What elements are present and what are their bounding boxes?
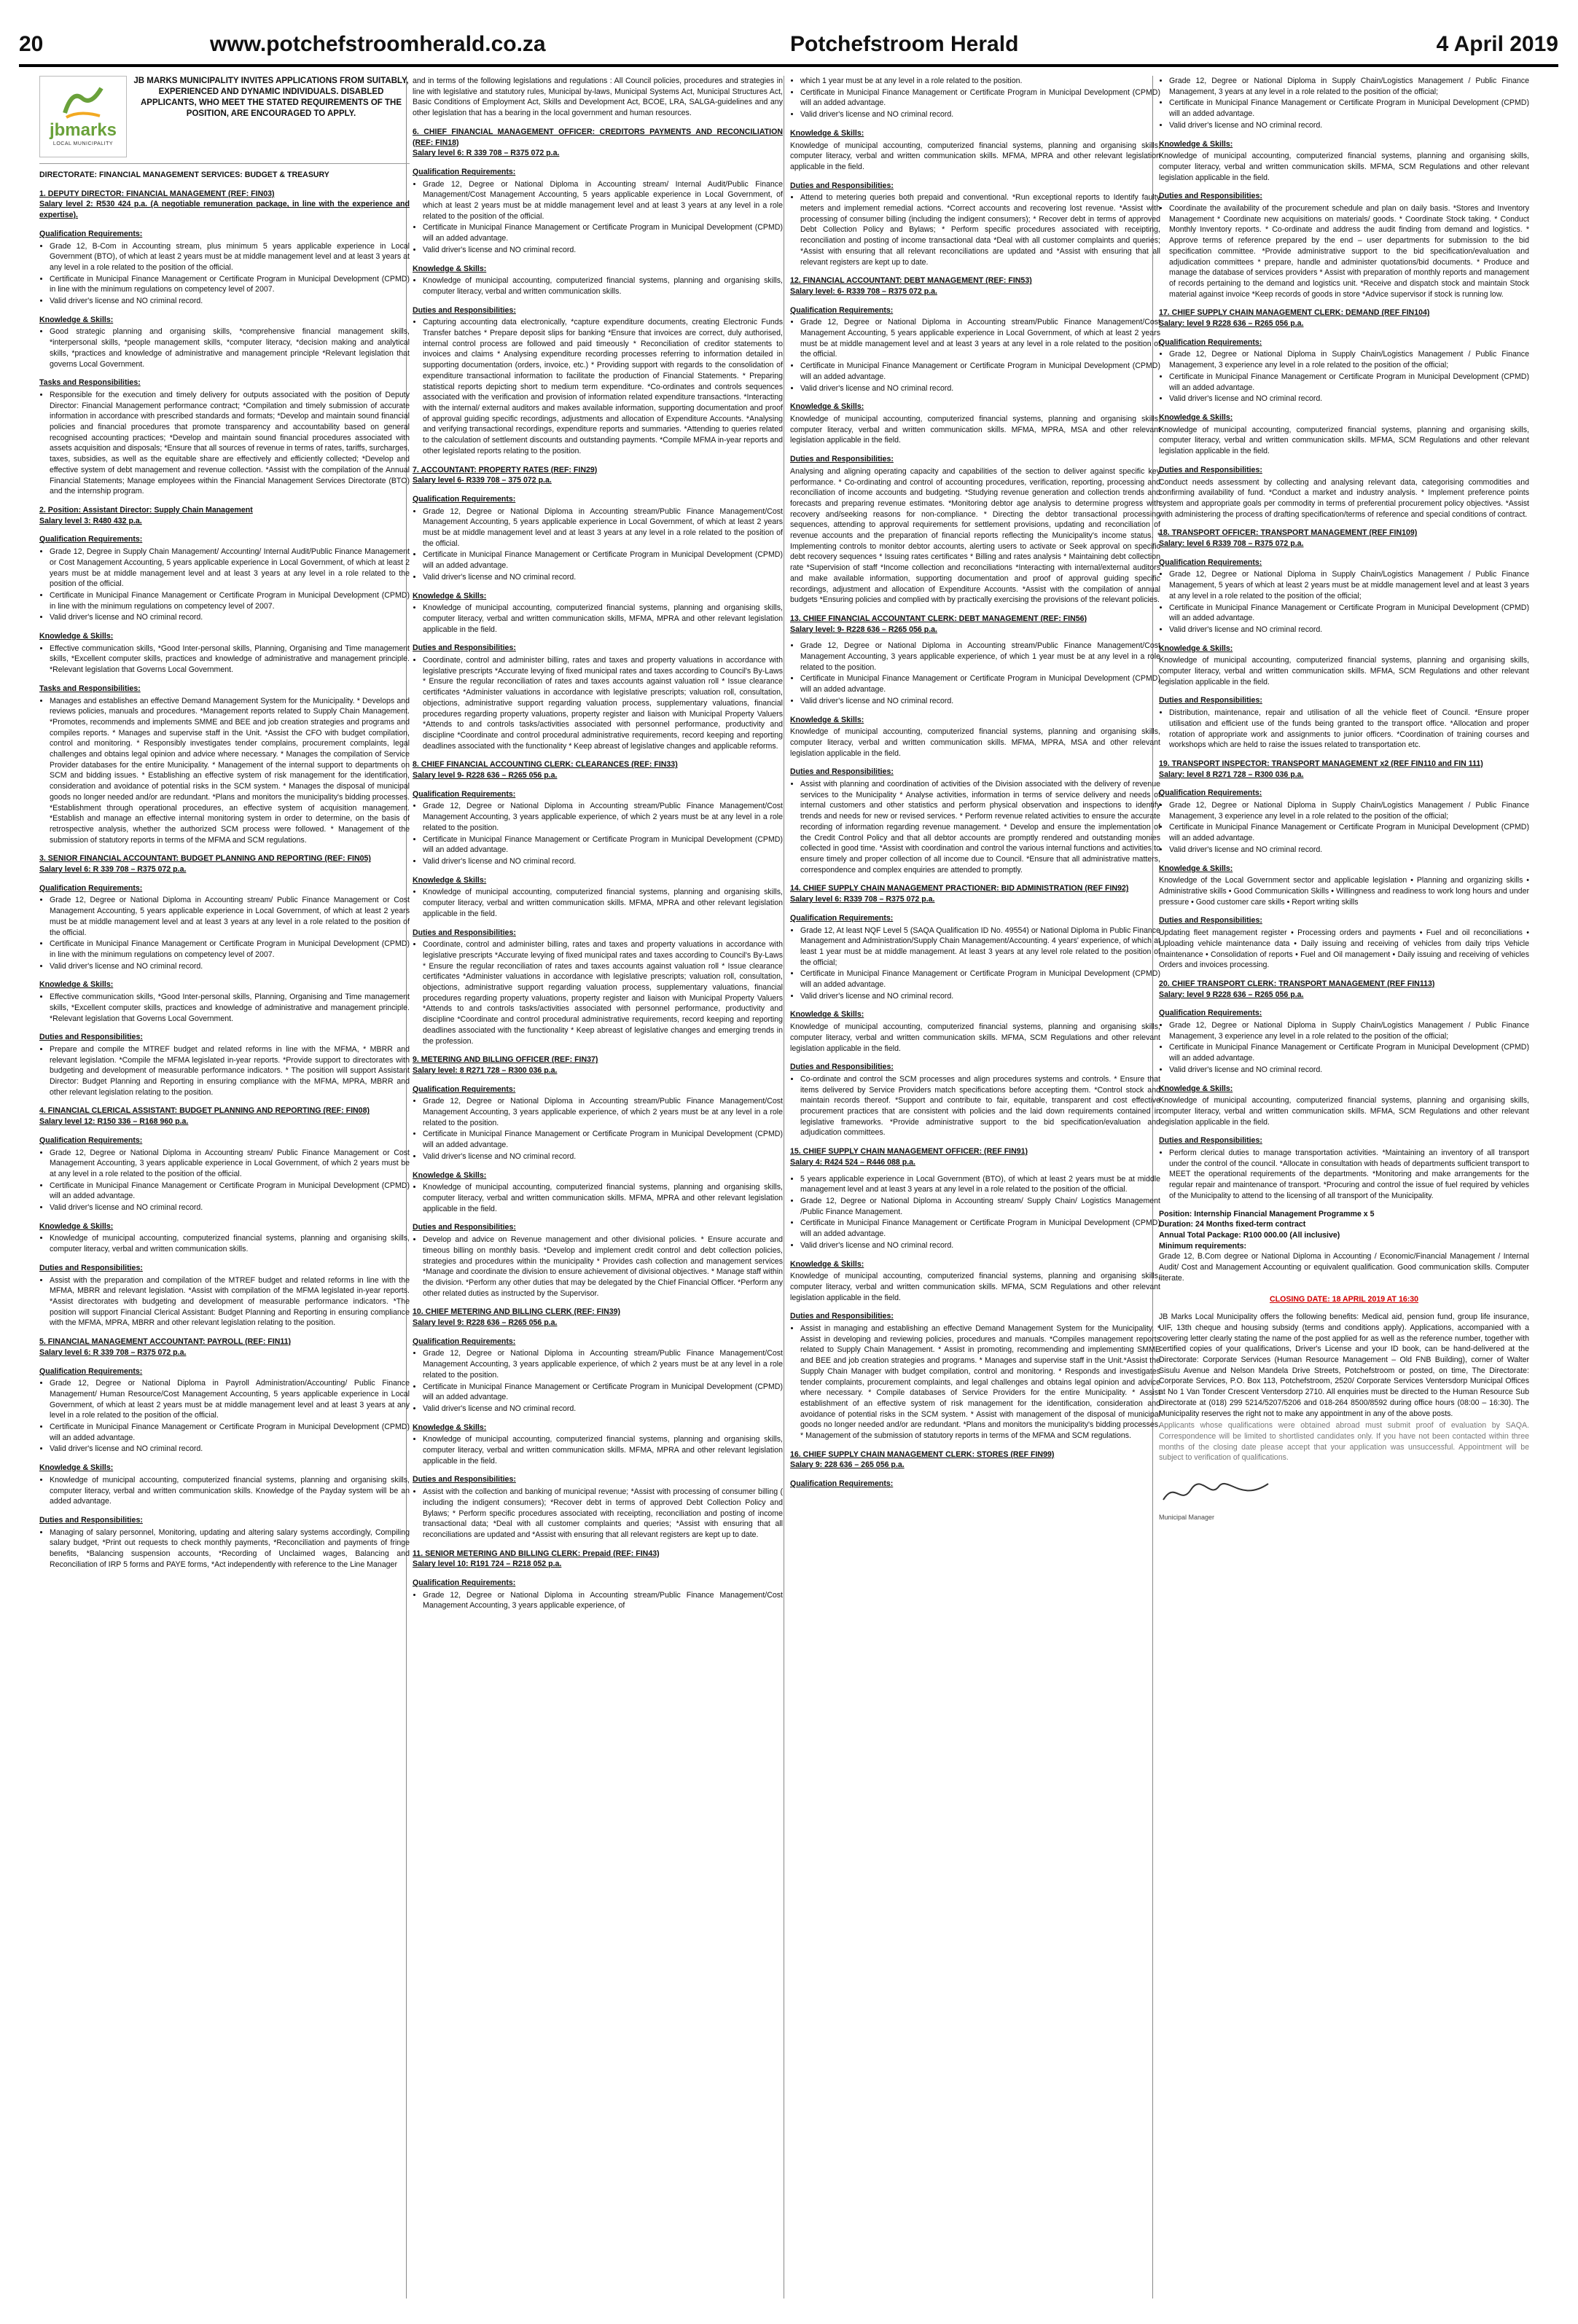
list-item: • Prepare and compile the MTREF budget and related reforms in line with the MFMA, * MBRR and relevant legislation. *Compile the MFMA legislated in-year reports. *Provide support to directorates with budgeting and development of measurable performance indicators. * The position will support Assistant Director: Budget Planning and Reporting in ensuring compliance with the MFMA, MPRA, MBRR and other relevant legislation relating to the position.: [50, 1044, 410, 1098]
list-item: • Grade 12, Degree or National Diploma in Supply Chain/Logistics Management / Public Finance Management, 3 experience any level in a role related to the position of the official;: [1169, 1020, 1529, 1041]
list-item: • Certificate in Municipal Finance Management or Certificate Program in Municipal Development (CPMD) will an added advantage.: [800, 361, 1160, 382]
knowledge-heading: Knowledge & Skills:: [1159, 864, 1233, 873]
list-item: • Certificate in Municipal Finance Management or Certificate Program in Municipal Development (CPMD) in line with the minimum regulations on competency level of 2007.: [50, 274, 410, 295]
tasks-heading: Tasks and Responsibilities:: [39, 378, 141, 388]
list-item: • Certificate in Municipal Finance Management or Certificate Program in Municipal Development (CPMD) will an added advantage.: [50, 1422, 410, 1443]
list-item: • Grade 12, Degree or National Diploma in Accounting stream/ Public Finance Management or Cost Management Accounting, 5 years applicable experience in Local Government, of which at least 2 years must be at middle management level and at least 3 years at any level in a role related to the position of the official.: [50, 895, 410, 938]
duties-heading: Duties and Responsibilities:: [790, 767, 894, 777]
post-salary: Salary level: 6- R339 708 – R375 072 p.a.: [790, 286, 938, 296]
list-item: • Grade 12, Degree or National Diploma in Accounting stream/Public Finance Management/Cost Management Accounting, 3 years applicable experience, of: [423, 1590, 783, 1611]
duties-list: [39, 1044, 410, 1098]
duties-list: [790, 192, 1160, 267]
list-item: • Grade 12, B-Com in Accounting stream, plus minimum 5 years applicable experience in Local Government (BTO), of which at least 2 years must be at middle management level and at least 3 years at any level in a role related to the position of the official.: [50, 241, 410, 273]
post-salary: Salary level 9- R228 636 – R265 056 p.a.: [413, 771, 558, 780]
list-item: • Certificate in Municipal Finance Management or Certificate Program in Municipal Development (CPMD) will an added advantage.: [423, 834, 783, 856]
qualification-list: [790, 317, 1160, 394]
list-item: • Coordinate the availability of the procurement schedule and plan on daily basis. *Stores and Inventory Management * Coordinate new acquisitions on materials/ goods. * Coordinate Stock taking. * Conduct Monthly Inventory reports. * Co-ordinate and address the audit finding from demand and logistics. * Approve terms of reference prepared by the end – user departments for submission to the bid specification committee. *Provide administrative support to the bid specification/evaluation and adjudication committees * prepare, handle and administer quotations/bid documents. * Produce and manage the database of services providers * Assist with preparation of monthly reports and management of records pertaining to the demand and logistics unit. *Receive and dispatch stock and maintain Stock material against invoice *Keep records of goods in store *Advice supervisor if stock is running low.: [1169, 203, 1529, 300]
post-salary: Salary level: 9- R228 636 – R265 056 p.a.: [790, 625, 938, 634]
fine-print: Applicants whose qualifications were obtained abroad must submit proof of evaluation by SAQA. Correspondence will be limited to shortlisted candidates only. If you have not been contacted within three months of the closing date please accept that your application was unsuccessful. Appointment will be subject to verification of qualifications.: [1159, 1421, 1529, 1463]
knowledge-list: [413, 603, 783, 635]
list-item: • Knowledge of municipal accounting, computerized financial systems, planning and organising skills, computer literacy, verbal and written communication skills. MFMA, MPRA and other relevant legislation applicable in the field.: [423, 1182, 783, 1214]
list-item: • Certificate in Municipal Finance Management or Certificate Program in Municipal Development (CPMD) will an added advantage.: [423, 1129, 783, 1150]
knowledge-list: [39, 992, 410, 1024]
duties-heading: Duties and Responsibilities:: [1159, 916, 1262, 926]
advert-header: [39, 76, 410, 164]
knowledge-heading: Knowledge & Skills:: [39, 315, 114, 324]
duties-heading: Duties and Responsibilities:: [1159, 696, 1262, 705]
post-title: 4. FINANCIAL CLERICAL ASSISTANT: BUDGET PLANNING AND REPORTING (REF: FIN08): [39, 1106, 370, 1116]
knowledge-text: Knowledge of municipal accounting, computerized financial systems, planning and organising skills, computer literacy, verbal and written communication skills. MFMA, MPRA and other relevant legislation applicable in the field.: [790, 141, 1160, 171]
knowledge-list: [413, 275, 783, 297]
internship-line: Minimum requirements:: [1159, 1241, 1247, 1251]
qualification-heading: Qualification Requirements:: [413, 494, 516, 504]
qualification-heading: Qualification Requirements:: [1159, 789, 1262, 798]
duties-list: [1159, 708, 1529, 751]
list-item: • Valid driver's license and NO criminal record.: [800, 696, 1160, 707]
list-item: • Valid driver's license and NO criminal record.: [50, 1202, 410, 1213]
post-title: 2. Position: Assistant Director: Supply Chain Management: [39, 505, 253, 515]
list-item: • Knowledge of municipal accounting, computerized financial systems, planning and organising skills, computer literacy, verbal and written communication skills. MFMA, MPRA and other relevant legislation applicable in the field.: [423, 1434, 783, 1466]
duties-heading: Duties and Responsibilities:: [1159, 192, 1262, 201]
post-title: 7. ACCOUNTANT: PROPERTY RATES (REF: FIN29): [413, 465, 598, 474]
knowledge-heading: Knowledge & Skills:: [1159, 643, 1233, 653]
qualification-heading: Qualification Requirements:: [39, 229, 143, 238]
post-salary: Salary: level 9 R228 636 – R265 056 p.a.: [1159, 319, 1304, 329]
qualification-list: [1159, 800, 1529, 856]
qualification-list: [39, 1148, 410, 1213]
list-item: • Knowledge of municipal accounting, computerized financial systems, planning and organising skills, computer literacy, verbal and written communication skills, MFMA, MPRA and other relevant legislation applicable in the field.: [423, 603, 783, 635]
post-title: 15. CHIEF SUPPLY CHAIN MANAGEMENT OFFICER: (REF FIN91): [790, 1147, 1028, 1157]
knowledge-heading: Knowledge & Skills:: [1159, 1084, 1233, 1093]
list-item: • Assist in managing and establishing an effective Demand Management System for the Municipality. * Assist in developing and reviewing policies, procedures and manuals. *Compiles management reports related to Supply Chain Management. * Assist in promoting, recommending and implementing SMME and BEE and job creation strategies and programs. * Manages and supervise staff in the Unit.*Assist the Supply Chain Manager with budget compilation, control and monitoring. * Responds and investigates tender complaints, procurement complaints, and legal challenges and obtains legal opinion and advice where necessary. * Compile databases of Service Providers for the entire Municipality. * Assist establishment of an effective system of risk management for the identification, consideration and avoidance of potential risks in the SCM system. * Assist with management of the disposal of municipal goods no longer needed and/or are redundant. *Plans and monitors the municipality's bidding processes. * Management of the submission of statutory reports in terms of the MFMA and SCM regulations.: [800, 1323, 1160, 1441]
duties-list: [413, 939, 783, 1046]
list-item: • Grade 12, Degree or National Diploma in Accounting stream/Public Finance Management/Cost Management Accounting, 3 years applicable experience, of which 2 years must be at any level in a role related to the position.: [423, 1096, 783, 1128]
knowledge-list: [413, 887, 783, 919]
list-item: • Valid driver's license and NO criminal record.: [50, 961, 410, 972]
post-title: 1. DEPUTY DIRECTOR: FINANCIAL MANAGEMENT (REF: FIN03): [39, 189, 275, 198]
qualification-list: [413, 1096, 783, 1162]
list-item: • Grade 12, Degree or National Diploma in Payroll Administration/Accounting/ Public Finance Management/ Human Resource/Cost Management Accounting, 5 years applicable experience in Local Government, of which at least 2 years must be at middle management level and at least 3 years at any level in a role related to the position of the official.: [50, 1378, 410, 1421]
post-title: 3. SENIOR FINANCIAL ACCOUNTANT: BUDGET PLANNING AND REPORTING (REF: FIN05): [39, 854, 371, 864]
qualification-list: [1159, 349, 1529, 404]
duties-list: [39, 1527, 410, 1570]
list-item: • Valid driver's license and NO criminal record.: [800, 1240, 1160, 1251]
qualification-heading: Qualification Requirements:: [39, 883, 143, 893]
list-item: • Coordinate, control and administer billing, rates and taxes and property valuations in accordance with legislative prescripts *Accurate levying of fixed municipal rates and taxes according to Council's By-Laws * Ensure the regular reconciliation of rates and taxes accounts against valuation roll * Issue clearance certificates *Administer valuations in accordance with legislative prescripts; valuation roll, consultation, objections, administrative support regarding valuation process, supplementary valuations, financial procedures regarding property valuations, property register and liaison with Municipal Property Valuers *Attends to and controls tasks/activities associated with personnel performance, productivity and discipline *Coordinate and control procedural administrative requirements, record keeping and reporting deadlines associated with the functionality * Keep abreast of legislative changes and applicable reforms.: [423, 655, 783, 751]
list-item: • Certificate in Municipal Finance Management or Certificate Program in Municipal Development (CPMD) will an added advantage.: [50, 1181, 410, 1202]
list-item: • which 1 year must be at any level in a role related to the position.: [800, 76, 1160, 87]
knowledge-heading: Knowledge & Skills:: [39, 1221, 114, 1231]
post-salary: Salary level 6: R339 708 – R375 072 p.a.: [790, 895, 935, 904]
list-item: • Valid driver's license and NO criminal record.: [1169, 394, 1529, 404]
page-number: 20: [19, 32, 44, 56]
post-salary: Salary: level 9 R228 636 – R265 056 p.a.: [1159, 990, 1304, 999]
list-item: • Valid driver's license and NO criminal record.: [1169, 120, 1529, 131]
knowledge-heading: Knowledge & Skills:: [413, 875, 487, 885]
list-item: • Certificate in Municipal Finance Management or Certificate Program in Municipal Development (CPMD) in line with the minimum regulations on competency level of 2007.: [50, 939, 410, 960]
qualification-list: [1159, 569, 1529, 635]
knowledge-heading: Knowledge & Skills:: [790, 1259, 864, 1269]
list-item: • Certificate in Municipal Finance Management or Certificate Program in Municipal Development (CPMD) will an added advantage.: [1169, 1042, 1529, 1063]
duties-list: [413, 1487, 783, 1541]
qualification-list: [413, 801, 783, 866]
closing-date: CLOSING DATE: 18 APRIL 2019 AT 16:30: [1269, 1294, 1419, 1304]
list-item: • Capturing accounting data electronically, *capture expenditure documents, creating Electronic Funds Transfer batches * Prepare deposit slips for banking *Ensure that invoices are correct, duly authorised, internal control process are followed and paid timeously * Reconciliation of creditor statements to invoices and claims * Analysing expenditure recording processes referring to information detailed in supporting documentation (orders, invoice, etc.) * Providing support with regards to the consolidation of expenditure transactional information to facilitate the production of Financial Statements. * Preparing statistical reports depicting short to medium term expenditure. *Co-ordinates and controls sequences associated with the verification and provision of information related expenditure transactions. *Interacting with the internal/ external auditors and makes available information, supporting documentation and proof of approval guiding specific recordings, adjustments and allocation of Expenditure Accounts. *Analysing and verifying transactional recordings, expenditure reports and summaries. *Attending to queries related to the calculation of settlement discounts and outstanding payments. *Compile MFMA in-year reports and other legislated reports relating to the position.: [423, 317, 783, 456]
knowledge-text: Knowledge of the Local Government sector and applicable legislation • Planning and organizing skills • Administrative skills • Good Communication Skills • Willingness and readiness to work long hours and under pressure • Good customer care skills • Report writing skills: [1159, 876, 1529, 907]
duties-list: [1159, 1148, 1529, 1202]
post-salary: Salary: level 6 R339 708 – R375 072 p.a.: [1159, 539, 1304, 549]
issue-date: 4 April 2019: [1436, 32, 1558, 56]
logo-wordmark: jbmarks: [49, 120, 117, 140]
knowledge-text: Knowledge of municipal accounting, computerized financial systems, planning and organising skills, computer literacy, verbal and written communication skills. MFMA, MPRA, MSA and other relevant legislation applicable in the field.: [790, 414, 1160, 445]
knowledge-list: [413, 1434, 783, 1466]
list-item: • Knowledge of municipal accounting, computerized financial systems, planning and organising skills, computer literacy, verbal and written communication skills.: [423, 275, 783, 297]
qualification-heading: Qualification Requirements:: [39, 535, 143, 544]
internship-requirements: Grade 12, B.Com degree or National Diploma in Accounting / Economic/Financial Management / Internal Audit/ Cost and Management Accounting or equivalent qualification. Good communication skills. Computer literate.: [1159, 1252, 1529, 1283]
post-salary: Salary level 9: R228 636 – R265 056 p.a.: [413, 1318, 558, 1328]
post-title: 11. SENIOR METERING AND BILLING CLERK: Prepaid (REF: FIN43): [413, 1549, 660, 1558]
knowledge-list: [39, 1233, 410, 1254]
post-title: 12. FINANCIAL ACCOUNTANT: DEBT MANAGEMENT (REF: FIN53): [790, 276, 1032, 286]
duties-heading: Duties and Responsibilities:: [413, 1475, 516, 1484]
post-salary: Salary level 3: R480 432 p.a.: [39, 516, 142, 525]
internship-line: Position: Internship Financial Management Programme x 5: [1159, 1209, 1375, 1218]
duties-list: [39, 1275, 410, 1329]
list-item: • Valid driver's license and NO criminal record.: [423, 245, 783, 256]
masthead: [19, 29, 1558, 63]
duties-list: [1159, 203, 1529, 300]
signature-block: [1159, 1476, 1529, 1522]
masthead-rule: [19, 64, 1558, 67]
post-title: 18. TRANSPORT OFFICER: TRANSPORT MANAGEMENT (REF FIN109): [1159, 528, 1418, 538]
knowledge-text: Knowledge of municipal accounting, computerized financial systems, planning and organising skills, computer literacy, verbal and written communication skills. MFMA, SCM Regulations and other relevant legislation applicable in the field.: [1159, 1096, 1529, 1127]
qualification-list: [39, 547, 410, 623]
tasks-list: [39, 696, 410, 846]
list-item: • Attend to metering queries both prepaid and conventional. *Run exceptional reports to Identify faulty meters and implement remedial actions. *Correct accounts and recovering lost revenue. *Assist with processing of consumer billing (including the indigent consumers); * Recover debt in terms of approved Debt Collection Policy and Bylaws; * Perform specific procedures associated with receipting, reconciliation and posting of income transactional data *Deal with all customer complaints and queries; *Assist with ensuring that all relevant reconciliations are updated and *Assist with ensuring that all relevant registers are kept up to date.: [800, 192, 1160, 267]
knowledge-heading: Knowledge & Skills:: [1159, 139, 1233, 149]
qualification-heading: Qualification Requirements:: [1159, 557, 1262, 567]
list-item: • Certificate in Municipal Finance Management or Certificate Program in Municipal Development (CPMD) will an added advantage.: [800, 673, 1160, 695]
post-salary: Salary level 6: R 339 708 – R375 072 p.a.: [39, 865, 187, 875]
tasks-heading: Tasks and Responsibilities:: [39, 684, 141, 693]
municipality-logo: [39, 76, 127, 157]
list-item: • Co-ordinate and control the SCM processes and align procedures systems and controls. * Ensure that items delivered by Service Providers match specifications before accepting them. *Control stock and maintain records thereof. *Support and contribute to fair, equitable, transparent and cost effective procurement practices that are consistent with policies and the laid down requirements contained in legislative frameworks. *Provide administrative support to the bid specification/evaluation and adjudication committees.: [800, 1074, 1160, 1138]
duties-heading: Duties and Responsibilities:: [790, 455, 894, 464]
knowledge-heading: Knowledge & Skills:: [413, 591, 487, 600]
list-item: • Knowledge of municipal accounting, computerized financial systems, planning and organising skills, computer literacy, verbal and written communication skills.: [50, 1233, 410, 1254]
column-1: [39, 76, 410, 2291]
qualification-heading: Qualification Requirements:: [790, 1479, 894, 1489]
duties-heading: Duties and Responsibilities:: [413, 305, 516, 315]
qualification-list: [413, 1590, 783, 1611]
knowledge-heading: Knowledge & Skills:: [790, 1010, 864, 1020]
internship-line: Duration: 24 Months fixed-term contract: [1159, 1220, 1306, 1229]
duties-list: [790, 1323, 1160, 1441]
logo-subtitle: LOCAL MUNICIPALITY: [52, 141, 114, 146]
list-item: • Grade 12, At least NQF Level 5 (SAQA Qualification ID No. 49554) or National Diploma in Public Finance Management and Administration/Supply Chain Management/Accounting. 4 years' experience, of which at least 1 year must be at middle management. At least 3 years at any level role related to the position of the official;: [800, 926, 1160, 969]
list-item: • Grade 12, Degree or National Diploma in Accounting stream/Public Finance Management/Cost Management Accounting, 3 years applicable experience, of which 2 years must be at any level in a role related to the position.: [423, 801, 783, 833]
post-title: 19. TRANSPORT INSPECTOR: TRANSPORT MANAGEMENT x2 (REF FIN110 and FIN 111): [1159, 759, 1483, 768]
list-item: • Effective communication skills, *Good Inter-personal skills, Planning, Organising and Time management skills, *Excellent computer skills, practices and knowledge of administrative and management principle. *Relevant legislation that Governs Local Government.: [50, 992, 410, 1024]
list-item: • Certificate in Municipal Finance Management or Certificate Program in Municipal Development (CPMD) will an added advantage.: [800, 87, 1160, 109]
duties-list: [413, 655, 783, 751]
list-item: • Assist with planning and coordination of activities of the Division associated with the delivery of revenue services to the Municipality * Analyse activities, information in terms of service delivery and needs of internal customers and other statistics and perform physical observation and inspections to identify trends and needs for new or revised services. * Perform revenue related activities to ensure the accurate recording of information regarding revenue management. * Develop and ensure the implementation of the Credit Control Policy and that all debtor accounts are promptly rendered and outstanding monies collected in good time. *Assist with coordination and control the various internal functions and activities to ensure timely and proper collection of all income due to Council. *Ensure that all administrative matters, correspondence and complex enquiries are attended to promptly.: [800, 779, 1160, 875]
knowledge-heading: Knowledge & Skills:: [413, 264, 487, 273]
duties-heading: Duties and Responsibilities:: [413, 928, 516, 937]
list-item: • Perform clerical duties to manage transportation activities. *Maintaining an inventory of all transport under the control of the council. *Allocate in consultation with heads of departments sufficient transport to MEET the operational requirements of the departments. *Monitoring and make arrangements for the regular repair and maintenance of transport. *Procuring and control the issue of fuel required by vehicles of the Municipality to attend to the licensing of all transport of the Municipality.: [1169, 1148, 1529, 1202]
qualification-list: [39, 895, 410, 971]
duties-heading: Duties and Responsibilities:: [39, 1033, 143, 1042]
list-item: • Grade 12, Degree or National Diploma in Accounting stream/Public Finance Management/Cost Management Accounting, 5 years applicable experience in Local Government, of which at least 2 years must be at middle management level and at least 3 years at any level in a role related to the position of the official.: [423, 506, 783, 549]
post-title: 13. CHIEF FINANCIAL ACCOUNTANT CLERK: DEBT MANAGEMENT (REF: FIN56): [790, 614, 1087, 623]
column-2: [413, 76, 783, 2291]
list-item: • Certificate in Municipal Finance Management or Certificate Program in Municipal Development (CPMD) will an added advantage.: [1169, 822, 1529, 843]
list-item: • Valid driver's license and NO criminal record.: [423, 572, 783, 583]
list-item: • Valid driver's license and NO criminal record.: [1169, 1065, 1529, 1076]
post-salary: Salary level 10: R191 724 – R218 052 p.a.: [413, 1560, 562, 1569]
knowledge-heading: Knowledge & Skills:: [790, 402, 864, 412]
knowledge-heading: Knowledge & Skills:: [413, 1423, 487, 1432]
list-item: • Valid driver's license and NO criminal record.: [423, 1404, 783, 1415]
list-item: • Good strategic planning and organising skills, *comprehensive financial management skills, *interpersonal skills, *people management skills, *computer literacy, *decision making and analytical skills, *practices and knowledge of administrative and management principle *Relevant legislation that governs Local Government.: [50, 326, 410, 369]
post-title: 17. CHIEF SUPPLY CHAIN MANAGEMENT CLERK: DEMAND (REF FIN104): [1159, 308, 1430, 318]
duties-list: [790, 779, 1160, 875]
list-item: • Valid driver's license and NO criminal record.: [50, 612, 410, 623]
qualification-heading: Qualification Requirements:: [413, 167, 516, 176]
list-item: • Develop and advice on Revenue management and other divisional policies. * Ensure accurate and timeous billing on monthly basis. *Develop and implement credit control and debt collection policies, strategies and procedures within the municipality * Provides cash collection and management services *Manage and coordinate the division to ensure achievement of divisional objectives. * Manage staff within the division. *Perform any other duties that may be delegated by the Chief Financial Officer. *Perform any other related duties as instructed by the Supervisor.: [423, 1235, 783, 1299]
post-title: 5. FINANCIAL MANAGEMENT ACCOUNTANT: PAYROLL (REF: FIN11): [39, 1337, 292, 1347]
list-item: • Valid driver's license and NO criminal record.: [800, 383, 1160, 394]
list-item: • Knowledge of municipal accounting, computerized financial systems, planning and organising skills, computer literacy, verbal and written communication skills. MFMA, MPRA and other relevant legislation applicable in the field.: [423, 887, 783, 919]
post-salary: Salary 4: R424 524 – R446 088 p.a.: [790, 1157, 915, 1167]
list-item: • Knowledge of municipal accounting, computerized financial systems, planning and organising skills, computer literacy, verbal and written communication skills. Knowledge of the Payday system will be an added advantage.: [50, 1475, 410, 1507]
knowledge-heading: Knowledge & Skills:: [790, 128, 864, 138]
list-item: • Managing of salary personnel, Monitoring, updating and altering salary systems accordingly, Compiling salary budget, *Print out requests to check monthly payments, *Reconciliation and payments of fringe benefits, *Balancing suspension accounts, *Recording of Unclaimed wages, Balancing and Reconciliation of IRP 5 forms and PAYE forms, *Act independently with reference to the Line Manager: [50, 1527, 410, 1570]
list-item: • Distribution, maintenance, repair and utilisation of all the vehicle fleet of Council. *Ensure proper utilisation and efficient use of the funds being granted to the transport office. *Allocation and proper rotation of appropriate work and assignments to junior officers. *Coordination of training courses and workshops which are held to raise the issues related to transportation etc.: [1169, 708, 1529, 751]
list-item: • Assist with the collection and banking of municipal revenue; *Assist with processing of consumer billing ( including the indigent consumers); *Recover debt in terms of approved Debt Collection Policy and Bylaws; * Perform specific procedures associated with receipting, reconciliation and posting of income transactional data; *Deal with all customer complaints and queries; *Assist with ensuring that all reconciliations are updated and *Assist with ensuring that all relevant registers are kept up to date.: [423, 1487, 783, 1541]
list-item: • Grade 12, Degree or National Diploma in Accounting stream/Public Finance Management/Cost Management Accounting, 3 years applicable experience, of which 1 year must be at any level in a role related to the position.: [800, 641, 1160, 673]
qualification-list: [413, 506, 783, 583]
list-item: • Coordinate, control and administer billing, rates and taxes and property valuations in accordance with legislative prescripts *Accurate levying of fixed municipal rates and taxes according to Council's By-Laws * Ensure the regular reconciliation of rates and taxes accounts against valuation roll * Issue clearance certificates *Administer valuations in accordance with legislative prescripts; valuation roll, consultation, objections, administrative support regarding valuation process, supplementary valuations, financial procedures regarding property valuations, property register and liaison with Municipal Property Valuers *Attends to and controls tasks/activities associated with personnel performance, productivity and discipline *Coordinate and control procedural administrative requirements, record keeping and reporting deadlines associated with the functionality * Keep abreast of legislative changes and emerging trends in the profession.: [423, 939, 783, 1046]
knowledge-list: [39, 326, 410, 369]
qualification-list: [790, 641, 1160, 706]
post-title: 14. CHIEF SUPPLY CHAIN MANAGEMENT PRACTIONER: BID ADMINISTRATION (REF FIN92): [790, 884, 1129, 893]
list-item: • Valid driver's license and NO criminal record.: [800, 109, 1160, 120]
duties-heading: Duties and Responsibilities:: [413, 1223, 516, 1232]
duties-heading: Duties and Responsibilities:: [39, 1263, 143, 1272]
column-4: [1159, 76, 1529, 2291]
post-salary: Salary level 6- R339 708 – 375 072 p.a.: [413, 476, 552, 485]
list-item: • Grade 12, Degree or National Diploma in Accounting stream/ Supply Chain/ Logistics Management /Public Finance Management.: [800, 1196, 1160, 1217]
list-item: • Valid driver's license and NO criminal record.: [50, 1444, 410, 1455]
list-item: • Valid driver's license and NO criminal record.: [423, 856, 783, 867]
list-item: • Manages and establishes an effective Demand Management System for the Municipality. * Develops and reviews policies, manuals and procedures. *Management reports related to Supply Chain Management. *Promotes, recommends and implements SMME and BEE and job creation strategies and programs and compiles reports. * Manages and supervise staff in the Unit. *Assist the CFO with budget compilation, control and monitoring. * Responsibly investigates tender complains, procurement complaints, legal challenges and obtains legal opinion and advice where necessary. * Manages the compilation of Service Provider databases for the entire Municipality. * Management of the internal support to departments on SCM and bidding issues. * Establishing an effective system of risk management for the identification, consideration and avoidance of potential risks in the SCM system. * Manages the disposal of municipal goods no longer needed and/or are redundant. *Plans and monitors the municipality's bidding processes. *Establishment through operational procedures, an effective system of acquisition management. *Establish and manage an effective internal monitoring system in order to determine, on the basis of retrospective analysis, whether the authorized SCM process were followed. * Management of the submission of statutory reports in terms of the MFMA and SCM regulations.: [50, 696, 410, 846]
qualification-list: [39, 1378, 410, 1455]
list-item: • Valid driver's license and NO criminal record.: [50, 296, 410, 307]
list-item: • Certificate in Municipal Finance Management or Certificate Program in Municipal Development (CPMD) in line with the minimum regulations on competency level of 2007.: [50, 590, 410, 611]
qualification-heading: Qualification Requirements:: [39, 1135, 143, 1145]
duties-heading: Duties and Responsibilities:: [39, 1515, 143, 1525]
knowledge-list: [413, 1182, 783, 1214]
qualification-heading: Qualification Requirements:: [1159, 1009, 1262, 1018]
post-title: 16. CHIEF SUPPLY CHAIN MANAGEMENT CLERK: STORES (REF FIN99): [790, 1449, 1055, 1459]
knowledge-heading: Knowledge & Skills:: [790, 715, 864, 724]
post-salary: Salary level 6: R 339 708 – R375 072 p.a.: [39, 1347, 187, 1357]
duties-heading: Duties and Responsibilities:: [1159, 1136, 1262, 1146]
post-title: 20. CHIEF TRANSPORT CLERK: TRANSPORT MANAGEMENT (REF FIN113): [1159, 979, 1435, 988]
list-item: • Grade 12, Degree or National Diploma in Accounting stream/ Internal Audit/Public Finance Management/Cost Management Accounting, 5 years applicable experience in Local Government, of which at least 2 years must be at middle management level and at least 3 years at any level in a role related to the position of the official.: [423, 179, 783, 222]
duties-heading: Duties and Responsibilities:: [1159, 465, 1262, 474]
qualification-list: [413, 179, 783, 256]
qualification-heading: Qualification Requirements:: [413, 1084, 516, 1094]
list-item: • Certificate in Municipal Finance Management or Certificate Program in Municipal Development (CPMD) will an added advantage.: [800, 1218, 1160, 1239]
post-title: 10. CHIEF METERING AND BILLING CLERK (REF: FIN39): [413, 1307, 621, 1317]
list-item: • Grade 12, Degree or National Diploma in Supply Chain/Logistics Management / Public Finance Management, 3 experience any level in a role related to the position of the official;: [1169, 800, 1529, 821]
internship-line: Annual Total Package: R100 000.00 (All inclusive): [1159, 1230, 1340, 1240]
duties-list: [413, 1235, 783, 1299]
list-item: • Certificate in Municipal Finance Management or Certificate Program in Municipal Development (CPMD) will an added advantage.: [1169, 372, 1529, 393]
qualification-heading: Qualification Requirements:: [413, 1337, 516, 1346]
qualification-list: [413, 1348, 783, 1414]
list-item: • Certificate in Municipal Finance Management or Certificate Program in Municipal Development (CPMD) will an added advantage.: [423, 222, 783, 243]
list-item: • Effective communication skills, *Good Inter-personal skills, Planning, Organising and Time management skills, *Excellent computer skills, practices and knowledge of administrative and management principle. *Relevant legislation that Governs Local Government.: [50, 643, 410, 676]
post-title: 8. CHIEF FINANCIAL ACCOUNTING CLERK: CLEARANCES (REF: FIN33): [413, 760, 678, 770]
intro-statement: JB MARKS MUNICIPALITY INVITES APPLICATIONS FROM SUITABLY, EXPERIENCED AND DYNAMIC INDIVIDUALS. DISABLED APPLICANTS, WHO MEET THE STATED REQUIREMENTS OF THE POSITION, ARE ENCOURAGED TO APPLY.: [133, 77, 409, 118]
list-item: • Grade 12, Degree or National Diploma in Supply Chain/Logistics Management / Public Finance Management, 3 experience any level in a role related to the position of the official;: [1169, 349, 1529, 370]
continued-text: and in terms of the following legislations and regulations : All Council policies, procedures and strategies in line with legislative and statutory rules, Municipal by-laws, Municipal Systems Act, Municipal Structures Act, Basic Conditions of Employment Act, Skills and Development Act, BCOE, LRA, SALGA-guidelines and any other legislation that has a bearing in the local government and human resources.: [413, 77, 783, 118]
duties-heading: Duties and Responsibilities:: [413, 643, 516, 653]
internship-block: [1159, 1209, 1529, 1252]
post-salary: Salary level 6: R 339 708 – R375 072 p.a.: [413, 149, 560, 158]
post-salary: Salary 9: 228 636 – 265 056 p.a.: [790, 1460, 905, 1470]
qualification-list: [790, 926, 1160, 1002]
knowledge-heading: Knowledge & Skills:: [39, 1463, 114, 1473]
knowledge-text: Knowledge of municipal accounting, computerized financial systems, planning and organising skills, computer literacy, verbal and written communication skills. MFMA, SCM Regulations and other relevant legislation applicable in the field.: [1159, 152, 1529, 182]
knowledge-heading: Knowledge & Skills:: [413, 1170, 487, 1180]
qualification-heading: Qualification Requirements:: [790, 305, 894, 315]
qualification-list: [1159, 1020, 1529, 1076]
paper-name: Potchefstroom Herald: [790, 32, 1019, 56]
logo-mark-icon: [58, 84, 109, 122]
qualification-heading: Qualification Requirements:: [413, 789, 516, 799]
list-item: • Assist with the preparation and compilation of the MTREF budget and related reforms in line with the MFMA, MBRR and relevant legislation. *Assist with compilation of the MFMA legislated in-year reports. *Assist directorates with budgeting and development of measurable performance indicators. *The position will support Financial Clerical Assistant: Budget Planning and Reporting in ensuring compliance with the MFMA, MPRA, MBRR and other relevant legislation relating to the position.: [50, 1275, 410, 1329]
list-item: • Grade 12, Degree or National Diploma in Accounting stream/Public Finance Management/Cost Management Accounting, 3 years applicable experience, of which 2 years must be at any level in a role related to the position.: [423, 1348, 783, 1380]
knowledge-heading: Knowledge & Skills:: [39, 980, 114, 990]
list-item: • Certificate in Municipal Finance Management or Certificate Program in Municipal Development (CPMD) will an added advantage.: [1169, 603, 1529, 624]
duties-heading: Duties and Responsibilities:: [790, 1063, 894, 1072]
post-title: 9. METERING AND BILLING OFFICER (REF: FIN37): [413, 1055, 598, 1065]
qualification-list: [790, 76, 1160, 120]
knowledge-text: Knowledge of municipal accounting, computerized financial systems, planning and organising skills, computer literacy, verbal and written communication skills. MFMA, SCM Regulations and other relevant legislation applicable in the field.: [790, 1022, 1160, 1053]
duties-heading: Duties and Responsibilities:: [790, 1312, 894, 1321]
application-instructions: JB Marks Local Municipality offers the following benefits: Medical aid, pension fund, group life insurance, UIF, 13th cheque and housing subsidy (terms and conditions apply). Applications, accompanied with a covering letter clearly stating the name of the post applied for as well as the reference number, together with certified copies of your qualifications, Driver's License and your ID book, can be hand-delivered at the Directorate: Corporate Services (Human Resource Management – Old FNB Building), corner of Walter Sisulu Avenue and Nelson Mandela Drive Streets, Potchefstroom or posted, on time, The Directorate: Corporate Services, P.O. Box 113, Potchefstroom, 2520/ Corporate Services Ventersdorp Municipal Offices at No 1 Van Tonder Crescent Ventersdorp 2710. All enquiries must be directed to the Human Resource Sub Directorate at (018) 299 5214/5207/5206 and 018-264 8500/8592 during office hours (08:00 – 16:30). The Municipality reserves the right not to make any appointment in any of the above posts.: [1159, 1312, 1529, 1418]
column-3: [790, 76, 1160, 2291]
knowledge-heading: Knowledge & Skills:: [39, 632, 114, 641]
list-item: • Grade 12, Degree or National Diploma in Accounting stream/Public Finance Management/Cost Management Accounting, 5 years applicable experience in Local Government, of which at least 2 years must be at middle management level and at least 3 years at any level in a role related to the position of the official.: [800, 317, 1160, 360]
qualification-heading: Qualification Requirements:: [790, 913, 894, 923]
post-title: 6. CHIEF FINANCIAL MANAGEMENT OFFICER: CREDITORS PAYMENTS AND RECONCILIATION (REF: FIN18): [413, 127, 783, 147]
knowledge-list: [39, 1475, 410, 1507]
list-item: • Certificate in Municipal Finance Management or Certificate Program in Municipal Development (CPMD) will an added advantage.: [423, 1382, 783, 1403]
knowledge-heading: Knowledge & Skills:: [1159, 412, 1233, 422]
knowledge-list: [39, 643, 410, 676]
site-url[interactable]: www.potchefstroomherald.co.za: [210, 32, 546, 56]
qualification-list: [1159, 76, 1529, 131]
list-item: • Valid driver's license and NO criminal record.: [423, 1151, 783, 1162]
signatory-title: Municipal Manager: [1159, 1513, 1215, 1521]
list-item: • Grade 12, Degree or National Diploma in Supply Chain/Logistics Management / Public Finance Management, 3 years at any level in a role related to the position of the official;: [1169, 76, 1529, 97]
qualification-list: [39, 241, 410, 307]
duties-text: Updating fleet management register • Processing orders and payments • Fuel and oil reconciliations • Uploading vehicle maintenance data • Daily issuing and receiving of vehicles from daily trips Vehicle maintenance • Consolidation of reports • Fuel and Oil management • Daily issuing and receiving of vehicles Orders and invoices processing.: [1159, 928, 1529, 970]
list-item: • Valid driver's license and NO criminal record.: [1169, 845, 1529, 856]
duties-heading: Duties and Responsibilities:: [790, 181, 894, 190]
tasks-list: [39, 390, 410, 497]
knowledge-text: Knowledge of municipal accounting, computerized financial systems, planning and organising skills, computer literacy, verbal and written communication skills. MFMA, SCM Regulations and other relevant legislation applicable in the field.: [790, 1272, 1160, 1302]
list-item: • Certificate in Municipal Finance Management or Certificate Program in Municipal Development (CPMD) will an added advantage.: [1169, 98, 1529, 119]
list-item: • Grade 12, Degree or National Diploma in Accounting stream/ Public Finance Management or Cost Management Accounting, 3 years applicable experience in Local Government, of which 2 years must be at any level in a role related to the position of the official.: [50, 1148, 410, 1180]
post-salary: Salary level 12: R150 336 – R168 960 p.a.: [39, 1117, 189, 1127]
qualification-heading: Qualification Requirements:: [1159, 337, 1262, 347]
list-item: • Valid driver's license and NO criminal record.: [800, 991, 1160, 1002]
duties-list: [413, 317, 783, 456]
knowledge-text: Knowledge of municipal accounting, computerized financial systems, planning and organising skills, computer literacy, verbal and written communication skills. MFMA, SCM Regulations and other relevant legislation applicable in the field.: [1159, 656, 1529, 686]
post-salary: Salary level: 8 R271 728 – R300 036 p.a.: [413, 1065, 558, 1075]
list-item: • Grade 12, Degree in Supply Chain Management/ Accounting/ Internal Audit/Public Finance Management or Cost Management Accounting, 5 years applicable experience in Local Government, of which at least 2 years must be at middle management level and at least 3 years at any level in a role related to the position of the official.: [50, 547, 410, 590]
list-item: • Certificate in Municipal Finance Management or Certificate Program in Municipal Development (CPMD) will an added advantage.: [800, 969, 1160, 990]
list-item: • Grade 12, Degree or National Diploma in Supply Chain/Logistics Management / Public Finance Management, 5 years of which at least 2 years must be at middle management level and at least 3 years at any level in a role related to the position of the official;: [1169, 569, 1529, 601]
list-item: • Responsible for the execution and timely delivery for outputs associated with the position of Deputy Director: Financial Management performance contract; *Compilation and timely submission of accurate information in accordance with prescribed standards and formats; *Develop and maintain sound financial policies and financial procedures that promote transparency and accountability based on general recognised accounting practices; *Develop and maintain sound financial procedures associated with assets acquisition and disposals; *Ensure that all sources of revenue in terms of rates, tariffs, surcharges, taxes, subsidies, as well as the equitable share are effectively and efficiently collected; *Develop and effective system of debt management and revenue collection. *Assist with the compilation of the Annual Financial Statements; Manage employees within the Financial Management Services Directorate (BTO) and the internship program.: [50, 390, 410, 497]
directorate-heading: DIRECTORATE: FINANCIAL MANAGEMENT SERVICES: BUDGET & TREASURY: [39, 171, 329, 179]
post-salary: Salary: level 8 R271 728 – R300 036 p.a.: [1159, 770, 1304, 779]
post-salary: Salary level 2: R530 424 p.a. (A negotiable remuneration package, in line with the experience and expertise).: [39, 200, 410, 220]
qualification-heading: Qualification Requirements:: [413, 1578, 516, 1588]
qualification-heading: Qualification Requirements:: [39, 1366, 143, 1376]
duties-text: Analysing and aligning operating capacity and capabilities of the section to deliver against specific key performance. * Co-ordinating and control of accounting procedures, verification, reporting, processing and reconciliation of income accounts and budgeting. *Studying revenue generation and collection trends and forecasts and preparing revenue estimates. *Monitoring debtor age analysis to determine progress with recovery and/seeking reasons for non-compliance. * Directing the debtor transactional processing sequences, attending to approval requirements for settlement provisions, updating and reconciliation of revenue accounts and the preparation of financial reports reflecting the Municipality's income status. * Implementing controls to monitor debtor accounts, alerting users to activate or Seek approval on specific debt recovery sequences * Issuing rates certificates * Billing and rates analysis * Maintaining debt collection rate *Supervision of staff *Income collection and reconciliations *Interacting with internal/external auditors and make available information, supporting documentation and proof of approval guiding specific recordings, adjustment and allocation of Expenditure Accounts. *Assist with the compilation of annual budgets *Ensuring policies and complied with by practically exercising the provisions of the relevant policies.: [790, 466, 1160, 605]
list-item: • Valid driver's license and NO criminal record.: [1169, 625, 1529, 635]
qualification-list: [790, 1174, 1160, 1251]
list-item: • Certificate in Municipal Finance Management or Certificate Program in Municipal Development (CPMD) will an added advantage.: [423, 549, 783, 571]
list-item: • 5 years applicable experience in Local Government (BTO), of which at least 2 years must be at middle management level and at least 3 years at any level in a role related to the position of the official.: [800, 1174, 1160, 1195]
duties-list: [790, 1074, 1160, 1138]
signature-icon: [1159, 1476, 1276, 1509]
knowledge-text: Knowledge of municipal accounting, computerized financial systems, planning and organising skills, computer literacy, verbal and written communication skills. MFMA, SCM Regulations and other relevant legislation applicable in the field.: [1159, 425, 1529, 456]
knowledge-text: Knowledge of municipal accounting, computerized financial systems, planning and organising skills, computer literacy, verbal and written communication skills. MFMA, MPRA, MSA and other relevant legislation applicable in the field.: [790, 727, 1160, 758]
duties-text: Conduct needs assessment by collecting and analysing relevant data, categorising commodities and confirming availability of fund. *Conduct a market and industry analysis. * Implement preference points system and appropriate goals per commodity in terms of preferential procurement policy objectives. *Assist with administering the process of drafting specification/terms of reference and special conditions of contract.: [1159, 477, 1529, 519]
